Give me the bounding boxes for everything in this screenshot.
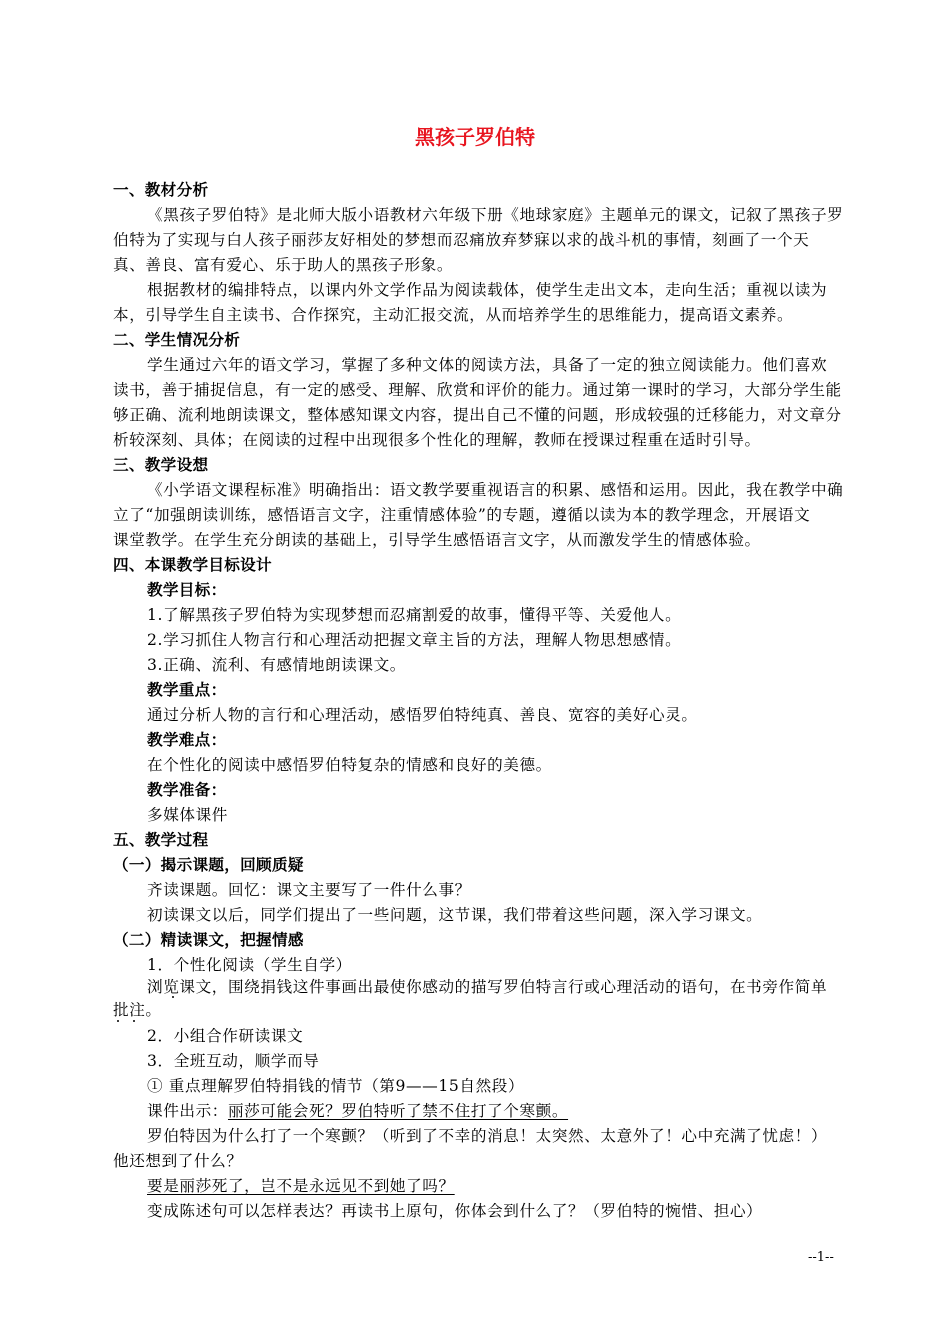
body-text-line: 《黑孩子罗伯特》是北师大版小语教材六年级下册《地球家庭》主题单元的课文，记叙了黑孩子罗 bbox=[147, 206, 844, 224]
body-text-line: 变成陈述句可以怎样表达？再读书上原句，你体会到什么了？（罗伯特的惋惜、担心） bbox=[147, 1202, 763, 1220]
body-text-line: 伯特为了实现与白人孩子丽莎友好相处的梦想而忍痛放弃梦寐以求的战斗机的事情，刻画了一个天 bbox=[113, 231, 810, 249]
slide-label: 课件出示： bbox=[147, 1102, 228, 1120]
section-heading: 四、本课教学目标设计 bbox=[113, 556, 272, 574]
body-text-line: 1．个性化阅读（学生自学） bbox=[147, 956, 352, 974]
section-heading: 教学目标： bbox=[147, 581, 227, 599]
body-text-line: 多媒体课件 bbox=[147, 806, 228, 824]
body-text-line: 《小学语文课程标准》明确指出：语文教学要重视语言的积累、感悟和运用。因此，我在教学中确 bbox=[147, 481, 844, 499]
body-text-line: 初读课文以后，同学们提出了一些问题，这节课，我们带着这些问题，深入学习课文。 bbox=[147, 906, 763, 924]
body-text-line: 2.学习抓住人物言行和心理活动把握文章主旨的方法，理解人物思想感情。 bbox=[147, 631, 682, 649]
section-heading: 二、学生情况分析 bbox=[113, 331, 241, 349]
section-heading: （二）精读课文，把握情感 bbox=[113, 931, 304, 949]
body-text-line: 齐读课题。回忆：课文主要写了一件什么事？ bbox=[147, 881, 471, 899]
body-text-line: ① 重点理解罗伯特捐钱的情节（第9——15自然段） bbox=[147, 1077, 525, 1095]
document-title: 黑孩子罗伯特 bbox=[415, 125, 535, 149]
body-text-line: 析较深刻、具体；在阅读的过程中出现很多个性化的理解，教师在授课过程重在适时引导。 bbox=[113, 431, 761, 449]
body-text-line: 他还想到了什么？ bbox=[113, 1152, 243, 1170]
body-text-line: 2．小组合作研读课文 bbox=[147, 1027, 304, 1045]
section-heading: 一、教材分析 bbox=[113, 181, 209, 199]
section-heading: 五、教学过程 bbox=[113, 831, 209, 849]
question-quote: 要是丽莎死了，岂不是永远见不到她了吗？ bbox=[147, 1177, 455, 1195]
section-heading: （一）揭示课题，回顾质疑 bbox=[113, 856, 304, 874]
body-text-line: 通过分析人物的言行和心理活动，感悟罗伯特纯真、善良、宽容的美好心灵。 bbox=[147, 706, 698, 724]
body-text-line: 够正确、流利地朗读课文，整体感知课文内容，提出自己不懂的问题，形成较强的迁移能力，对文章分 bbox=[113, 406, 842, 424]
body-text-line: 1.了解黑孩子罗伯特为实现梦想而忍痛割爱的故事，懂得平等、关爱他人。 bbox=[147, 606, 682, 624]
section-heading: 三、教学设想 bbox=[113, 456, 209, 474]
body-text-line: 立了“加强朗读训练，感悟语言文字，注重情感体验”的专题，遵循以读为本的教学理念，开展语文 bbox=[113, 506, 811, 524]
body-text-line: 3.正确、流利、有感情地朗读课文。 bbox=[147, 656, 406, 674]
body-text-line: 学生通过六年的语文学习，掌握了多种文体的阅读方法，具备了一定的独立阅读能力。他们喜欢 bbox=[147, 356, 828, 374]
emphasis-dot bbox=[133, 1020, 135, 1022]
question-line bbox=[147, 1176, 455, 1196]
body-text-line: 本，引导学生自主读书、合作探究，主动汇报交流，从而培养学生的思维能力，提高语文素养。 bbox=[113, 306, 794, 324]
emphasis-dot bbox=[172, 996, 174, 998]
section-heading: 教学准备： bbox=[147, 781, 227, 799]
emphasis-dot bbox=[117, 1020, 119, 1022]
body-text-line: 真、善良、富有爱心、乐于助人的黑孩子形象。 bbox=[113, 256, 454, 274]
body-text-line: 读书，善于捕捉信息，有一定的感受、理解、欣赏和评价的能力。通过第一课时的学习，大部分学生能 bbox=[113, 381, 842, 399]
body-text-line: 在个性化的阅读中感悟罗伯特复杂的情感和良好的美德。 bbox=[147, 756, 552, 774]
body-text-line: 浏览课文，围绕捐钱这件事画出最使你感动的描写罗伯特言行或心理活动的语句，在书旁作简单 bbox=[147, 978, 828, 996]
page-number: --1-- bbox=[808, 1250, 834, 1265]
body-text-line: 3．全班互动，顺学而导 bbox=[147, 1052, 320, 1070]
section-heading: 教学重点： bbox=[147, 681, 227, 699]
body-text-line: 批注。 bbox=[113, 1001, 162, 1019]
body-text-line: 课堂教学。在学生充分朗读的基础上，引导学生感悟语言文字，从而激发学生的情感体验。 bbox=[113, 531, 761, 549]
body-text-line: 根据教材的编排特点，以课内外文学作品为阅读载体，使学生走出文本，走向生活；重视以读为 bbox=[147, 281, 828, 299]
section-heading: 教学难点： bbox=[147, 731, 227, 749]
slide-line bbox=[147, 1101, 568, 1121]
body-text-line: 罗伯特因为什么打了一个寒颤？（听到了不幸的消息！太突然、太意外了！心中充满了忧虑！） bbox=[147, 1127, 828, 1145]
slide-quote: 丽莎可能会死？罗伯特听了禁不住打了个寒颤。 bbox=[227, 1102, 569, 1120]
